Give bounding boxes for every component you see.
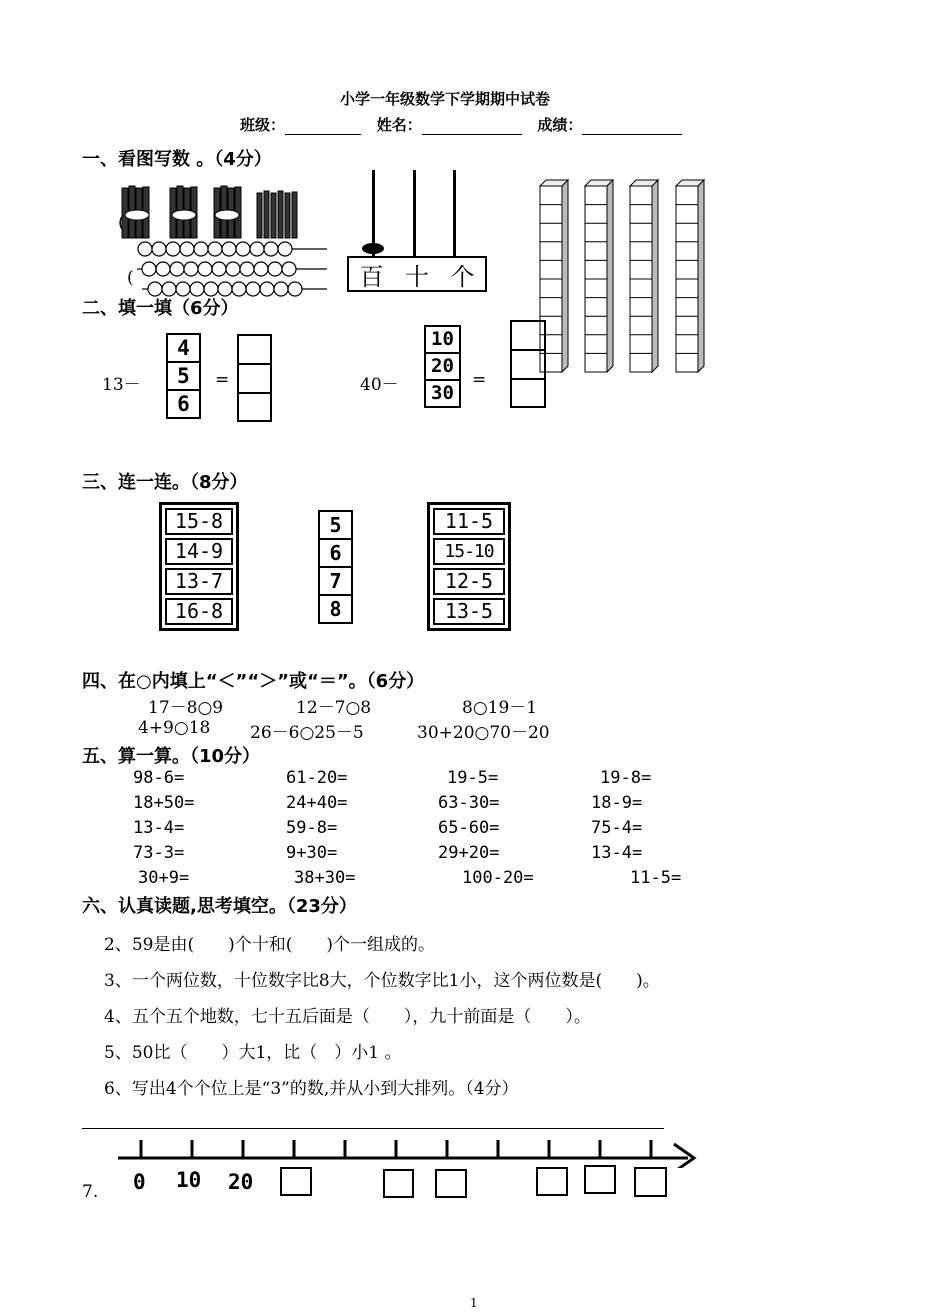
class-label: 班级：	[240, 116, 286, 134]
compare-item[interactable]: 12－7○8	[296, 698, 372, 718]
section-4-heading: 四、在○内填上“＜”“＞”或“＝”。（6分）	[82, 671, 425, 692]
number-line-answer-box[interactable]	[634, 1167, 667, 1197]
hundreds-label: 百	[359, 262, 384, 291]
calc-item[interactable]: 65-60=	[438, 818, 500, 838]
number-line-answer-box[interactable]	[383, 1169, 414, 1198]
calc-item[interactable]: 29+20=	[438, 843, 500, 863]
score-field[interactable]	[582, 118, 682, 135]
right-expression: 40－	[360, 375, 399, 395]
left-card-group	[159, 502, 239, 631]
tick-label: 20	[228, 1170, 254, 1194]
calc-item[interactable]: 18-9=	[591, 793, 643, 813]
abacus-bead	[362, 243, 384, 254]
calc-item[interactable]: 13-4=	[591, 843, 643, 863]
number-line-answer-box[interactable]	[536, 1167, 568, 1196]
calc-item[interactable]: 13-4=	[133, 818, 185, 838]
answer-box[interactable]	[512, 380, 544, 406]
calc-item[interactable]: 100-20=	[462, 868, 534, 888]
section-2-heading: 二、填一填（6分）	[82, 298, 239, 319]
stack-cell: 4	[168, 335, 199, 363]
calc-item[interactable]: 59-8=	[286, 818, 338, 838]
middle-card-group	[318, 510, 353, 624]
match-card[interactable]: 8	[329, 597, 342, 621]
section-5-heading: 五、算一算。（10分）	[82, 746, 261, 767]
match-card[interactable]: 5	[320, 512, 351, 540]
number-line-answer-box[interactable]	[280, 1167, 312, 1196]
answer-box[interactable]	[512, 322, 544, 351]
ones-label: 个	[450, 262, 475, 291]
calc-item[interactable]: 30+9=	[138, 868, 190, 888]
number-line	[116, 1132, 706, 1168]
number-line-answer-box[interactable]	[584, 1165, 616, 1194]
page-number: 1	[470, 1296, 478, 1310]
calc-item[interactable]: 63-30=	[438, 793, 500, 813]
abacus	[347, 170, 487, 292]
question-item[interactable]: 2、59是由( )个十和( )个一组成的。	[104, 935, 435, 955]
stick-bundles-figure	[112, 183, 332, 298]
student-info-line	[240, 114, 682, 135]
tens-label: 十	[404, 262, 429, 291]
section-3-heading: 三、连一连。（8分）	[82, 472, 248, 493]
match-card[interactable]: 14-9	[165, 538, 233, 565]
answer-box[interactable]	[239, 336, 270, 365]
calc-item[interactable]: 19-5=	[447, 768, 499, 788]
calc-item[interactable]: 75-4=	[591, 818, 643, 838]
abacus-base	[347, 256, 487, 292]
number-line-answer-box[interactable]	[435, 1169, 467, 1198]
match-card[interactable]: 6	[320, 540, 351, 568]
answer-box[interactable]	[239, 365, 270, 394]
left-expression: 13－	[102, 375, 141, 395]
calc-item[interactable]: 73-3=	[133, 843, 185, 863]
match-card[interactable]: 16-8	[165, 598, 233, 625]
tick-label: 0	[133, 1170, 146, 1194]
match-card[interactable]: 12-5	[433, 568, 505, 595]
match-card[interactable]: 15-8	[165, 508, 233, 535]
stack-cell: 6	[177, 392, 190, 416]
match-card[interactable]: 15-10	[433, 538, 505, 565]
answer-paren: (	[118, 213, 125, 233]
answer-line[interactable]	[82, 1128, 664, 1129]
match-card[interactable]: 13-7	[165, 568, 233, 595]
right-number-stack	[424, 325, 461, 408]
question-item[interactable]: 6、写出4个个位上是“3”的数,并从小到大排列。（4分）	[104, 1079, 519, 1099]
answer-box[interactable]	[239, 394, 270, 420]
left-number-stack	[166, 333, 201, 419]
calc-item[interactable]: 61-20=	[286, 768, 348, 788]
left-answer-boxes[interactable]	[237, 334, 272, 422]
name-label: 姓名：	[376, 116, 422, 134]
stack-cell: 5	[168, 363, 199, 391]
abacus-rod	[413, 170, 416, 256]
calc-item[interactable]: 98-6=	[133, 768, 185, 788]
abacus-rod	[453, 170, 456, 256]
question-item[interactable]: 4、五个五个地数，七十五后面是（ ），九十前面是（ ）。	[104, 1007, 591, 1027]
loose-sticks	[257, 191, 297, 238]
right-answer-boxes[interactable]	[510, 320, 546, 408]
name-field[interactable]	[422, 118, 522, 135]
compare-item[interactable]: 30+20○70－20	[417, 723, 550, 743]
stack-cell: 20	[426, 354, 459, 381]
compare-item[interactable]: 8○19－1	[462, 698, 538, 718]
stack-cell: 30	[431, 382, 454, 404]
compare-item[interactable]: 17－8○9	[148, 698, 224, 718]
calc-item[interactable]: 18+50=	[133, 793, 195, 813]
class-field[interactable]	[285, 118, 361, 135]
match-card[interactable]: 11-5	[433, 508, 505, 535]
compare-item[interactable]: 26－6○25－5	[250, 723, 364, 743]
calc-item[interactable]: 19-8=	[600, 768, 652, 788]
cube-columns-figure	[538, 178, 713, 374]
calc-item[interactable]: 9+30=	[286, 843, 338, 863]
answer-paren: (	[127, 268, 134, 288]
question-item[interactable]: 3、一个两位数，十位数字比8大，个位数字比1小，这个两位数是( )。	[104, 971, 660, 991]
question-item[interactable]: 5、50比（ ）大1，比（ ）小1 。	[104, 1043, 402, 1063]
compare-item[interactable]: 4+9○18	[138, 718, 211, 738]
equals-sign: =	[215, 370, 230, 390]
section-1-heading: 一、看图写数 。（4分）	[82, 149, 272, 170]
match-card[interactable]: 7	[320, 568, 351, 596]
right-card-group	[427, 502, 511, 631]
calc-item[interactable]: 11-5=	[630, 868, 682, 888]
answer-box[interactable]	[512, 351, 544, 380]
page-title: 小学一年级数学下学期期中试卷	[340, 90, 551, 108]
match-card[interactable]: 13-5	[433, 598, 505, 625]
equals-sign: =	[472, 370, 487, 390]
question-7-label: 7.	[82, 1182, 99, 1202]
calc-item[interactable]: 24+40=	[286, 793, 348, 813]
score-label: 成绩：	[537, 116, 583, 134]
calc-item[interactable]: 38+30=	[294, 868, 356, 888]
stack-cell: 10	[426, 327, 459, 354]
tick-label: 10	[176, 1168, 202, 1192]
section-6-heading: 六、认真读题,思考填空。（23分）	[82, 896, 357, 917]
